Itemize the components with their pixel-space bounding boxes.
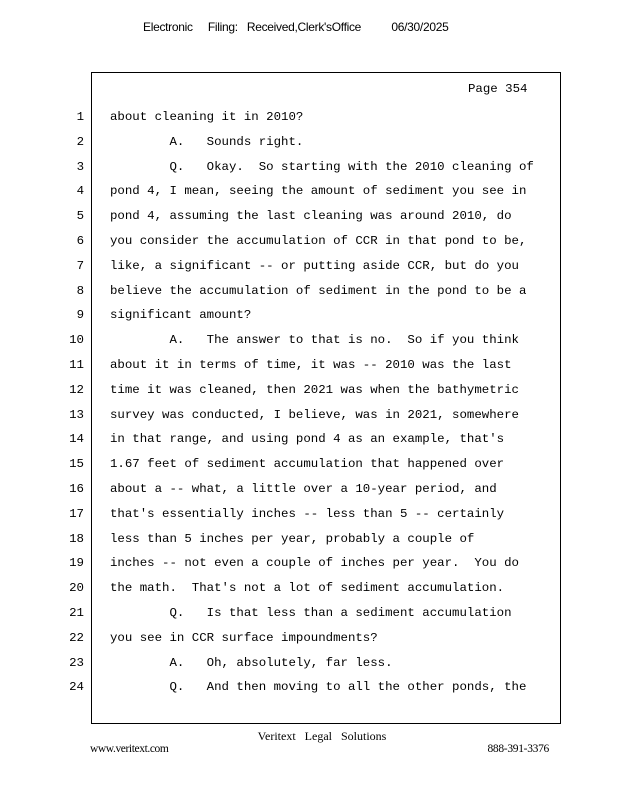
- transcript-line: you consider the accumulation of CCR in that pond to be,: [110, 234, 527, 248]
- transcript-line: A. Sounds right.: [110, 134, 304, 149]
- footer-phone: 888-391-3376: [487, 743, 549, 755]
- transcript-line: you see in CCR surface impoundments?: [110, 630, 378, 645]
- transcript-line: Q. Is that less than a sediment accumulation: [110, 606, 512, 620]
- transcript-line: inches -- not even a couple of inches per year. You do: [110, 556, 519, 571]
- filing-header: Electronic Filing: Received,Clerk'sOffice 06/30/2025: [143, 20, 449, 34]
- footer-company: Veritext Legal Solutions: [257, 729, 387, 743]
- page-number: Page 354: [468, 82, 528, 96]
- transcript-line: pond 4, I mean, seeing the amount of sediment you see in: [110, 184, 527, 199]
- transcript-line: A. The answer to that is no. So if you think: [110, 333, 519, 348]
- line-number: 13: [69, 407, 84, 422]
- transcript-line: Q. Okay. So starting with the 2010 cleaning of: [110, 159, 534, 174]
- transcript-line: about cleaning it in 2010?: [110, 110, 304, 124]
- line-number: 9: [76, 308, 84, 323]
- transcript-line: that's essentially inches -- less than 5 -- certainly: [110, 506, 505, 521]
- line-number: 1: [76, 110, 84, 124]
- transcript-line: survey was conducted, I believe, was in 2021, somewhere: [110, 407, 519, 422]
- line-number: 12: [69, 382, 84, 397]
- transcript-line: Q. And then moving to all the other ponds, the: [110, 680, 527, 695]
- transcript-line: pond 4, assuming the last cleaning was around 2010, do: [110, 209, 512, 224]
- line-number: 10: [69, 333, 84, 348]
- transcript-line: about it in terms of time, it was -- 2010 was the last: [110, 358, 512, 372]
- line-number: 22: [69, 630, 84, 645]
- line-number: 23: [69, 655, 84, 670]
- line-number: 5: [76, 209, 84, 224]
- line-number: 18: [69, 531, 84, 546]
- transcript-line: less than 5 inches per year, probably a couple of: [110, 531, 475, 546]
- line-number: 21: [69, 606, 84, 620]
- line-number: 4: [76, 184, 84, 199]
- transcript-line: significant amount?: [110, 308, 252, 323]
- line-number: 7: [76, 258, 84, 273]
- line-number: 20: [69, 581, 84, 596]
- line-number: 17: [69, 506, 84, 521]
- line-number: 3: [76, 159, 84, 174]
- transcript-line: the math. That's not a lot of sediment accumulation.: [110, 581, 505, 596]
- transcript-line: about a -- what, a little over a 10-year period, and: [110, 482, 497, 496]
- line-number: 16: [69, 482, 84, 496]
- transcript-line: A. Oh, absolutely, far less.: [110, 655, 393, 670]
- line-number: 2: [76, 134, 84, 149]
- line-number: 6: [76, 234, 84, 248]
- line-number: 19: [69, 556, 84, 571]
- line-number: 24: [69, 680, 84, 695]
- line-number: 14: [69, 432, 84, 447]
- transcript-line: in that range, and using pond 4 as an example, that's: [110, 432, 505, 447]
- line-number: 15: [69, 457, 84, 472]
- transcript-line: time it was cleaned, then 2021 was when the bathymetric: [110, 382, 519, 397]
- transcript-line: believe the accumulation of sediment in the pond to be a: [110, 283, 527, 298]
- transcript-line: 1.67 feet of sediment accumulation that happened over: [110, 457, 505, 472]
- line-number: 8: [76, 283, 84, 298]
- footer-website: www.veritext.com: [90, 743, 169, 755]
- line-number: 11: [69, 358, 84, 372]
- transcript-line: like, a significant -- or putting aside CCR, but do you: [110, 258, 519, 273]
